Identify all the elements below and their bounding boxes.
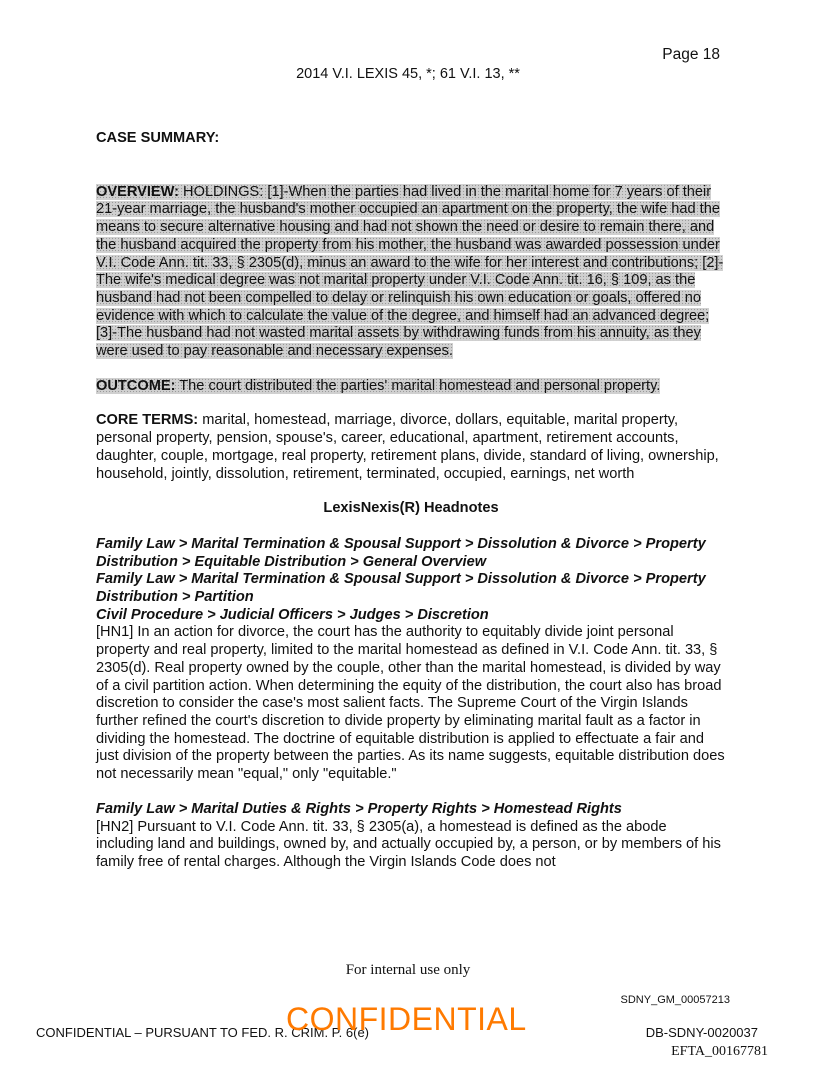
bates-number-sdny-gm: SDNY_GM_00057213: [620, 994, 730, 1006]
overview-label: OVERVIEW:: [96, 183, 179, 200]
case-citation: 2014 V.I. LEXIS 45, *; 61 V.I. 13, **: [296, 66, 520, 82]
outcome-paragraph: [96, 378, 726, 396]
efta-number: EFTA_00167781: [671, 1044, 768, 1059]
headnote-hn1: [HN1] In an action for divorce, the court has the authority to equitably divide joint personal property and real property, limited to the marital homestead as defined in V.I. Code Ann. tit. 33, § 2305(d). Real property owned by the couple, other than the marital homestead, is divided by way of a civil partition action. When determining the equity of the distribution, the court also has broad discretion to consider the case's most salient facts. The Supreme Court of the Virgin Islands further refined the court's discretion to divide property by eliminating marital fault as a factor in dividing the homestead. The doctrine of equitable distribution is applied to effectuate a fair and just division of the property between the parties. As its name suggests, equitable distribution does not necessarily mean "equal," only "equitable.": [96, 624, 725, 783]
headnote-topic-4: Family Law > Marital Duties & Rights > Property Rights > Homestead Rights: [96, 800, 622, 817]
confidential-stamp: CONFIDENTIAL: [286, 1001, 527, 1037]
outcome-text: The court distributed the parties' marital homestead and personal property.: [175, 377, 661, 394]
headnote-topic-3: Civil Procedure > Judicial Officers > Judges > Discretion: [96, 606, 489, 623]
headnote-topic-1: Family Law > Marital Termination & Spousal Support > Dissolution & Divorce > Property Distribution > Equitable Distribution > General Overview: [96, 535, 706, 570]
outcome-label: OUTCOME:: [96, 377, 176, 394]
overview-text: HOLDINGS: [1]-When the parties had lived in the marital home for 7 years of their 21-year marriage, the husband's mother occupied an apartment on the property, the wife had the means to secure alternative housing and had not shown the need or desire to remain there, and the husband acquired the property from his mother, the husband was awarded possession under V.I. Code Ann. tit. 33, § 2305(d), minus an award to the wife for her interest and contributions; [2]-The wife's medical degree was not marital property under V.I. Code Ann. tit. 16, § 109, as the husband had not been compelled to delay or relinquish his own education or goals, offered no evidence with which to calculate the value of the degree, and himself had an advanced degree; [3]-The husband had not wasted marital assets by withdrawing funds from his annuity, as they were used to pay reasonable and necessary expenses.: [96, 183, 724, 360]
headnote-hn2: [HN2] Pursuant to V.I. Code Ann. tit. 33, § 2305(a), a homestead is defined as the abode including land and buildings, owned by, and actually occupied by, a person, or by members of his family free of rental charges. Although the Virgin Islands Code does not: [96, 818, 721, 870]
headnotes-title: LexisNexis(R) Headnotes: [323, 500, 499, 517]
core-terms-text: marital, homestead, marriage, divorce, dollars, equitable, marital property, personal property, pension, spouse's, career, educational, apartment, retirement accounts, daughter, couple, mortgage, real property, retirement plans, divide, standard of living, ownership, household, jointly, dissolution, retirement, terminated, occupied, earnings, net worth: [96, 412, 719, 482]
page-number: Page 18: [662, 46, 720, 63]
case-summary-heading: CASE SUMMARY:: [96, 130, 220, 146]
core-terms-label: CORE TERMS:: [96, 412, 199, 429]
bates-number-db: DB-SDNY-0020037: [645, 1025, 758, 1040]
core-terms-paragraph: [96, 412, 726, 483]
confidential-legend: CONFIDENTIAL – PURSUANT TO FED. R. CRIM. P. 6(e): [36, 1025, 370, 1040]
document-body: [96, 130, 726, 872]
overview-paragraph: [96, 184, 726, 361]
headnote-topic-2: Family Law > Marital Termination & Spousal Support > Dissolution & Divorce > Property Distribution > Partition: [96, 571, 706, 606]
internal-use-notice: For internal use only: [345, 962, 471, 978]
